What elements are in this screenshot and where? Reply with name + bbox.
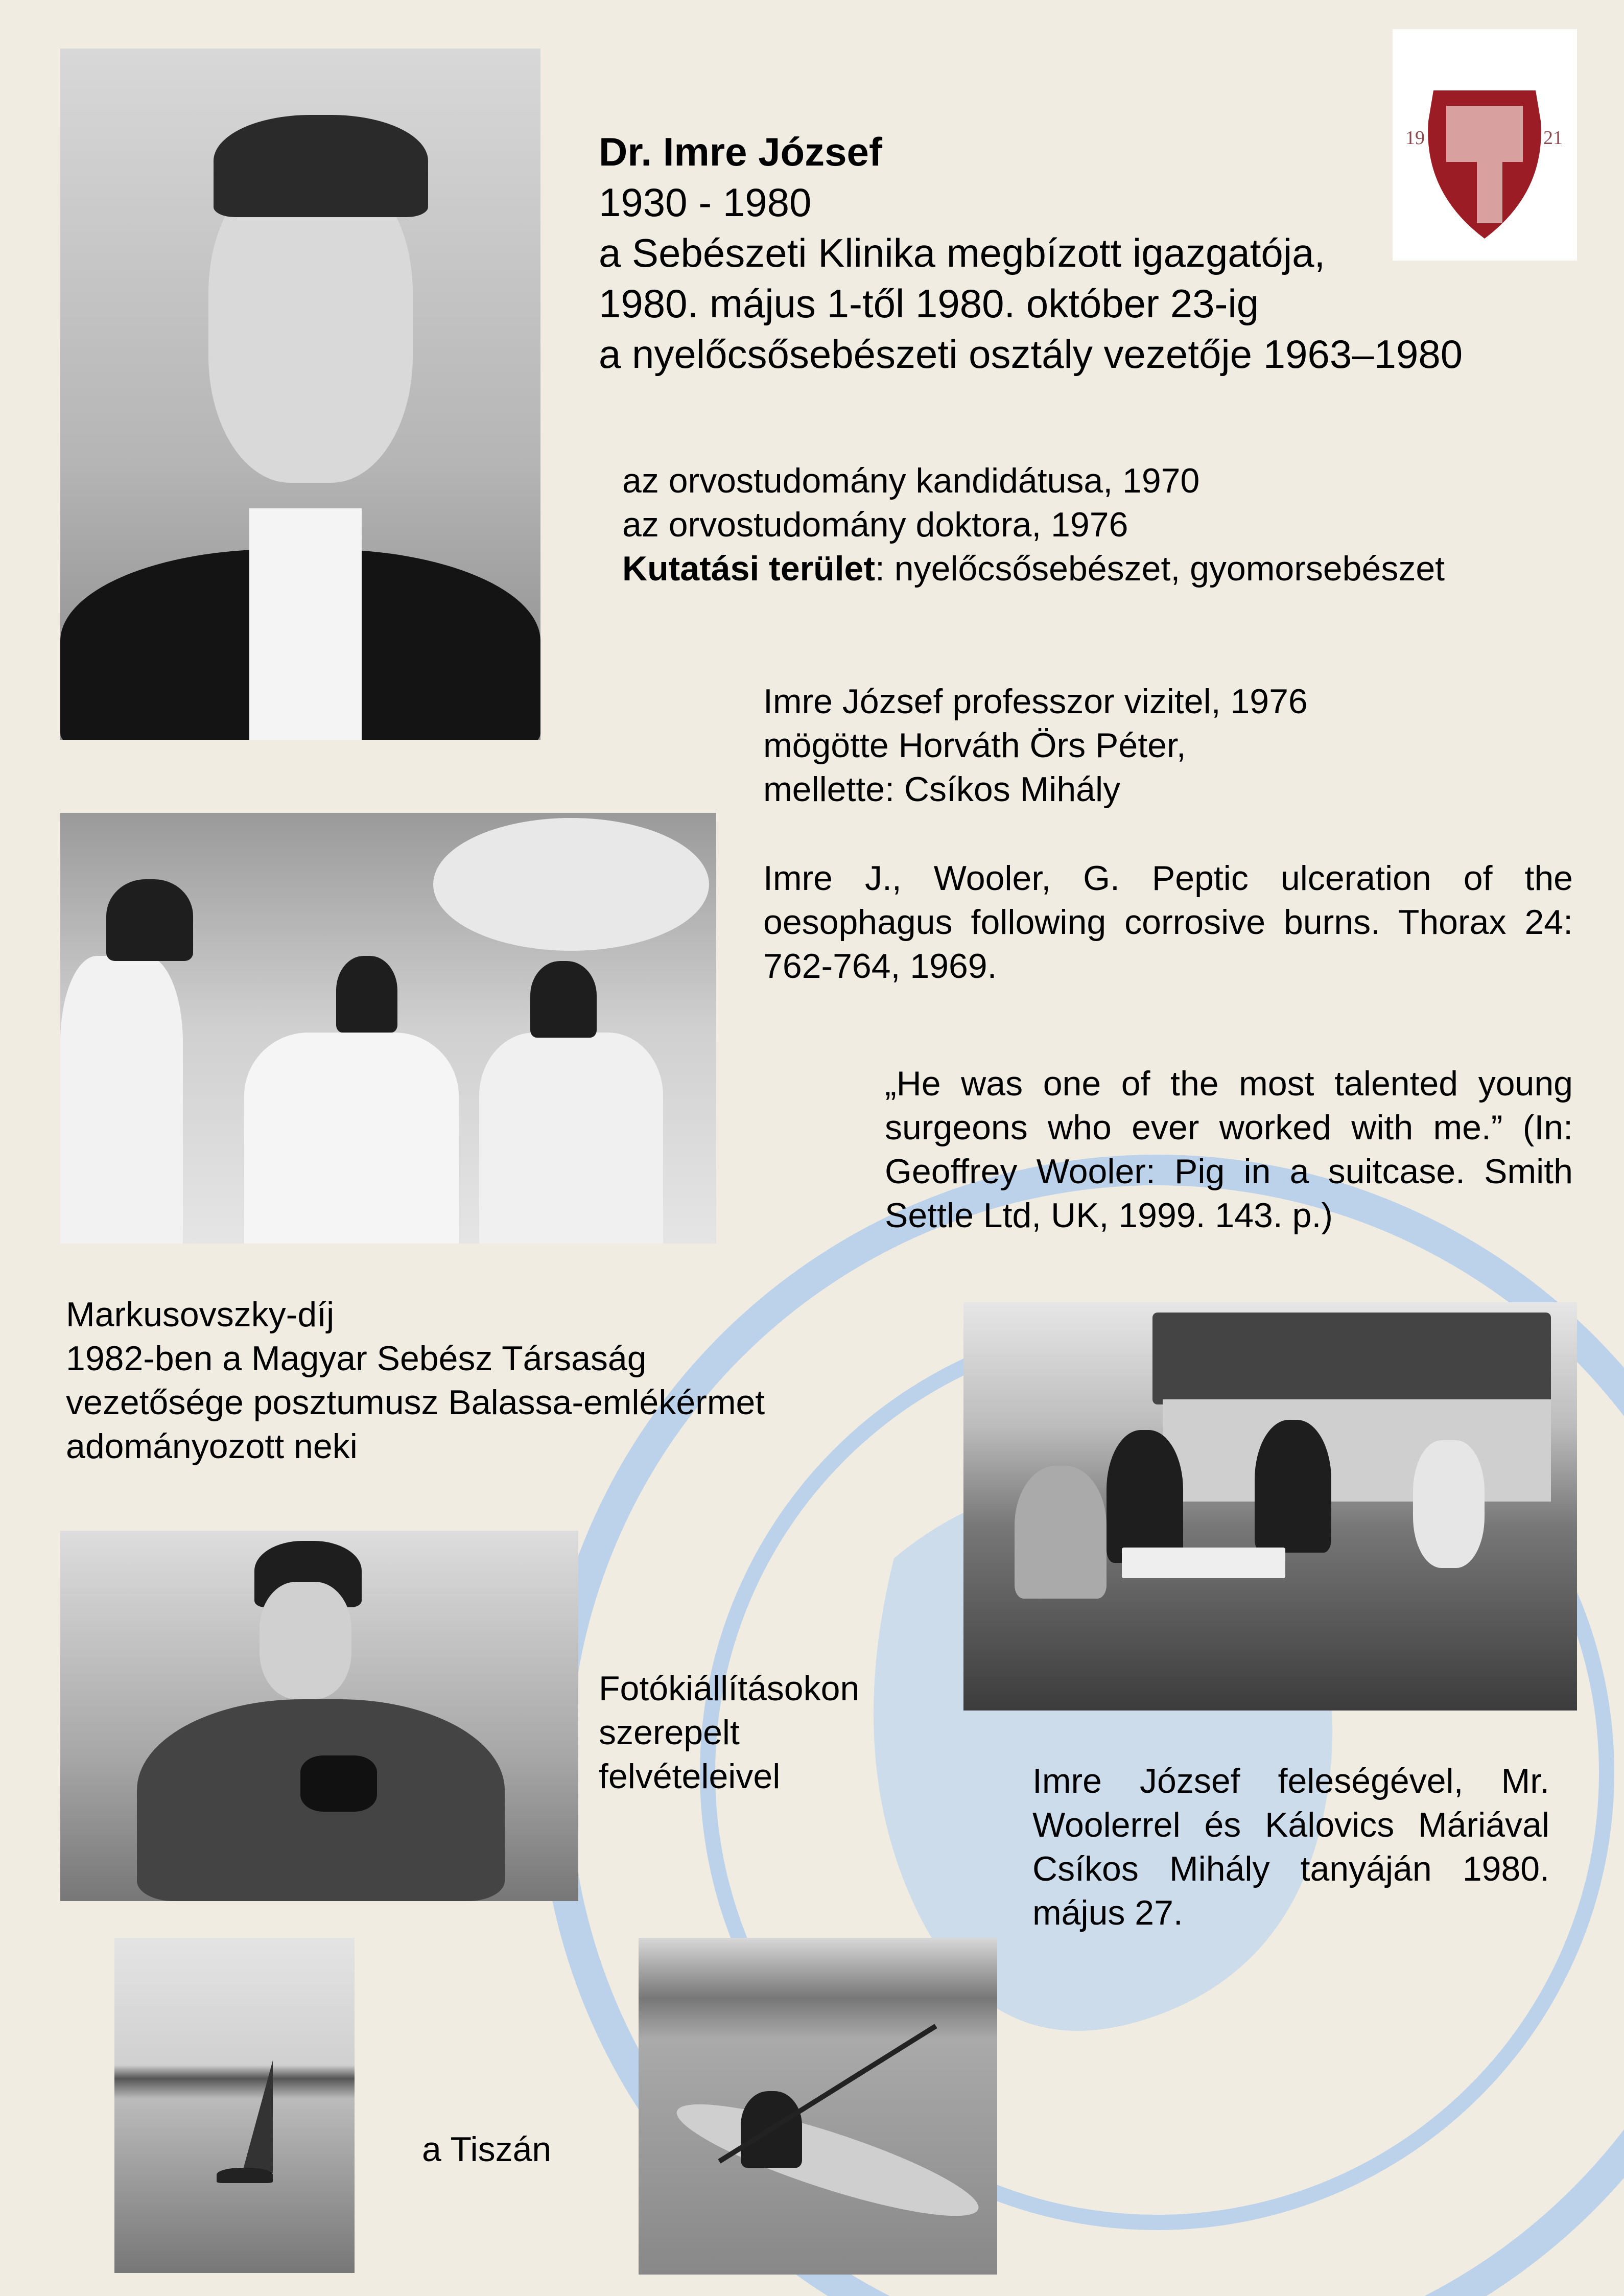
visit-caption: [763, 680, 1308, 811]
camera-portrait-photo: [60, 1531, 578, 1901]
ward-round-photo: [60, 813, 716, 1244]
kayak-photo: [639, 1938, 997, 2275]
person-name: Dr. Imre József: [599, 129, 882, 174]
caption-line: mögötte Horváth Örs Péter,: [763, 726, 1186, 765]
picnic-photo: [963, 1302, 1577, 1711]
research-value: : nyelőcsősebészet, gyomorsebészet: [875, 549, 1445, 588]
photo-exhibit-caption: [599, 1667, 859, 1798]
caption-line: mellette: Csíkos Mihály: [763, 770, 1121, 809]
caption-line: Fotókiállításokon: [599, 1669, 860, 1708]
svg-text:21: 21: [1543, 127, 1563, 149]
header-line: a nyelőcsősebészeti osztály vezetője 1963–1980: [599, 332, 1463, 377]
award-line: adományozott neki: [66, 1427, 358, 1466]
award-line: vezetősége posztumusz Balassa-emlékérmet: [66, 1383, 765, 1422]
quote: „He was one of the most talented young surgeons who ever worked with me.” (In: Geoffrey Wooler: Pig in a suitcase. Smith Settle Ltd, UK, 1999. 143. p.): [885, 1064, 1573, 1235]
header-line: 1980. május 1-től 1980. október 23-ig: [599, 281, 1259, 326]
caption-line: Imre József professzor vizitel, 1976: [763, 682, 1308, 721]
citation: Imre J., Wooler, G. Peptic ulceration of the oesophagus following corrosive burns. Thorax 24: 762-764, 1969.: [763, 859, 1573, 986]
award-block: [66, 1293, 765, 1468]
degrees-block: [622, 459, 1445, 591]
degree-line: az orvostudomány doktora, 1976: [622, 505, 1128, 544]
svg-text:19: 19: [1405, 127, 1425, 149]
portrait-photo: [60, 49, 540, 740]
header-block: [599, 127, 1463, 380]
header-line: a Sebészeti Klinika megbízott igazgatója,: [599, 230, 1326, 275]
award-line: 1982-ben a Magyar Sebész Társaság: [66, 1339, 647, 1378]
sailing-photo: [114, 1938, 355, 2273]
picnic-caption: Imre József feleségével, Mr. Woolerrel és Kálovics Máriával Csíkos Mihály tanyáján 1980. május 27.: [1032, 1762, 1549, 1932]
degree-line: az orvostudomány kandidátusa, 1970: [622, 461, 1200, 500]
research-label: Kutatási terület: [622, 549, 875, 588]
tisza-caption: a Tiszán: [422, 2130, 552, 2169]
caption-line: szerepelt: [599, 1713, 740, 1752]
header-line: 1930 - 1980: [599, 180, 812, 225]
award-line: Markusovszky-díj: [66, 1295, 335, 1334]
caption-line: felvételeivel: [599, 1757, 781, 1796]
